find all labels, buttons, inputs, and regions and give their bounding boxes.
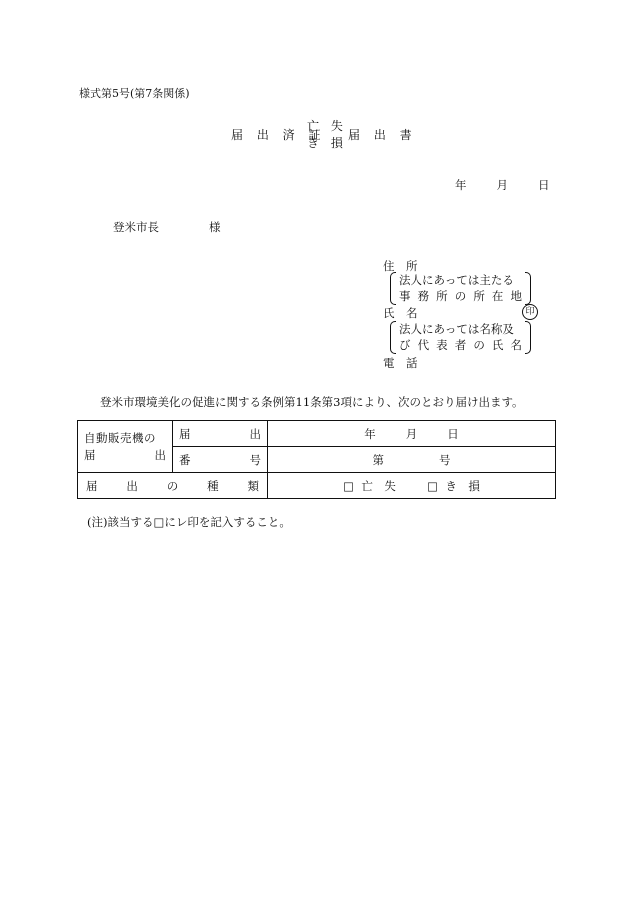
name-note-char: 代 — [417, 338, 430, 352]
address-note — [391, 272, 530, 305]
address-label: 住 所 — [383, 259, 418, 273]
address-note-char: 所 — [473, 289, 485, 303]
title-left: 届 出 済 証 — [231, 128, 326, 142]
date-year: 年 — [455, 178, 467, 192]
date-day: 日 — [538, 178, 550, 192]
title-stack-bottom: き 損 — [307, 136, 347, 150]
vending-machine-header-line1: 自動販売機の — [84, 430, 156, 445]
address-note-char: 務 — [417, 289, 430, 303]
address-note-line2 — [399, 288, 522, 304]
name-label: 氏 名 — [383, 306, 418, 320]
addressee-honorific: 様 — [209, 220, 221, 234]
address-note-line1: 法人にあっては主たる — [399, 273, 514, 287]
row3-label-char: の — [166, 478, 179, 493]
seal-mark: 印 — [522, 304, 538, 320]
name-note-char: 者 — [454, 338, 467, 352]
title-stack — [307, 118, 347, 152]
name-note-line2 — [399, 337, 522, 353]
row2-label: 番 号 — [173, 447, 268, 473]
name-note — [391, 321, 530, 354]
address-note-char: 地 — [510, 289, 522, 303]
notification-table — [77, 420, 556, 499]
name-note-line1: 法人にあっては名称及 — [399, 322, 514, 336]
row3-label-char: 出 — [126, 478, 138, 493]
row3-label-char: 類 — [247, 478, 259, 493]
vending-machine-header-line2: 届 出 — [84, 447, 166, 462]
name-note-char: 名 — [510, 338, 522, 352]
form-id: 様式第5号(第7条関係) — [79, 87, 190, 100]
row3-label-char: 種 — [207, 478, 219, 493]
name-note-char: び — [399, 338, 411, 352]
body-text: 登米市環境美化の促進に関する条例第11条第3項により、次のとおり届け出ます。 — [100, 395, 524, 409]
checkbox-loss[interactable]: □ 亡 失 — [343, 478, 396, 493]
row3-value-type — [268, 473, 556, 499]
footnote: (注)該当する□にレ印を記入すること。 — [87, 515, 291, 529]
date-line — [455, 177, 550, 193]
name-note-char: 氏 — [491, 338, 504, 352]
address-note-char: 所 — [436, 289, 448, 303]
address-note-char: の — [454, 289, 467, 303]
address-note-char: 在 — [491, 289, 504, 303]
addressee — [113, 219, 221, 235]
address-note-char: 事 — [399, 289, 411, 303]
vending-machine-header — [78, 421, 173, 473]
checkbox-damage[interactable]: □ き 損 — [427, 478, 480, 493]
date-month: 月 — [496, 178, 508, 192]
row1-label: 届 出 — [173, 421, 268, 447]
row1-value-date[interactable]: 年 月 日 — [268, 421, 556, 447]
row2-value-number[interactable]: 第 号 — [268, 447, 556, 473]
name-note-char: 表 — [436, 338, 448, 352]
table-row — [78, 473, 556, 499]
table-row — [78, 421, 556, 447]
name-note-char: の — [473, 338, 485, 352]
title-stack-top: 亡 失 — [307, 119, 347, 133]
title-right: 届 出 書 — [348, 128, 417, 142]
row3-label-char: 届 — [86, 478, 98, 493]
addressee-name: 登米市長 — [113, 220, 159, 234]
phone-label: 電 話 — [383, 356, 418, 370]
row3-label — [78, 473, 268, 499]
